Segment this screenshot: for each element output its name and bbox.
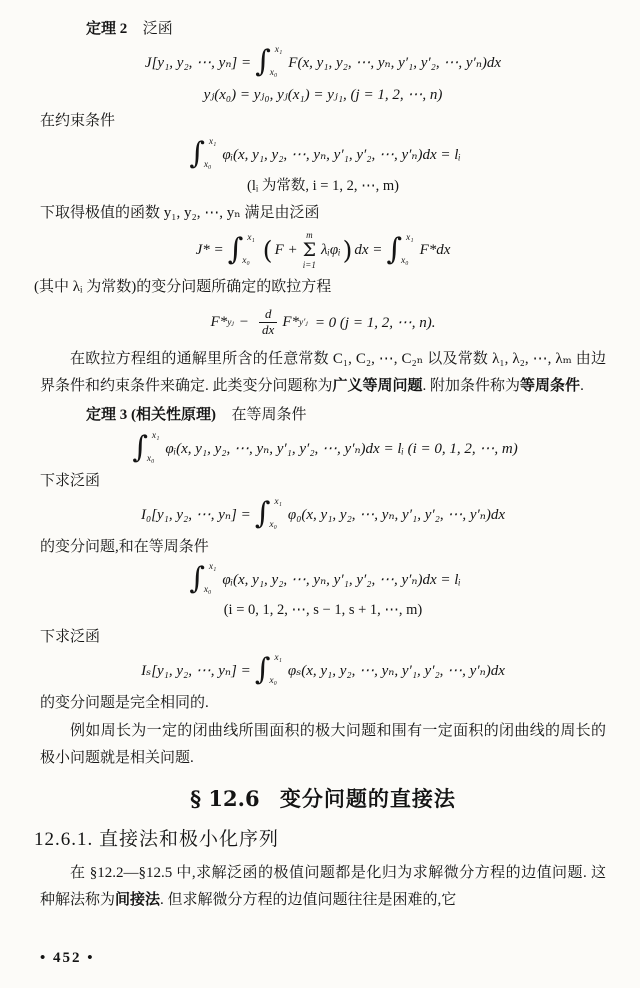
- euler-F1-subscript: yⱼ: [227, 317, 234, 328]
- euler-F2-subscript: y′ⱼ: [299, 317, 308, 328]
- integral-upper-limit: x₁: [274, 653, 282, 663]
- integral-with-limits: [255, 44, 286, 80]
- formula-Jstar-rhs: F*dx: [419, 241, 451, 258]
- section-number: § 12.6: [190, 786, 260, 811]
- integral-with-limits: [132, 430, 163, 466]
- integral-icon: ∫: [255, 44, 271, 79]
- integral-upper-limit: x₁: [247, 233, 255, 243]
- formula-J-star: [40, 226, 606, 274]
- integral-lower-limit: x₀: [146, 453, 155, 464]
- term-generalized-isoperimetric: 广义等周问题: [332, 378, 423, 394]
- formula-I0-lhs: I₀[y₁, y₂, ⋯, yₙ] =: [140, 506, 251, 523]
- integral-lower-limit: x₀: [242, 255, 250, 266]
- integral-lower-limit: x₀: [203, 159, 212, 170]
- euler-F1: F*: [210, 313, 228, 330]
- constraint-intro-text: 在约束条件: [40, 113, 116, 129]
- integral-upper-limit: x₁: [208, 137, 217, 147]
- integral-icon: ∫: [254, 652, 271, 687]
- integral-icon: ∫: [189, 136, 205, 171]
- paragraph-intro: [40, 860, 606, 914]
- euler-intro-text: (其中 λᵢ 为常数)的变分问题所确定的欧拉方程: [34, 279, 332, 295]
- sum-lower-limit: i=1: [302, 259, 316, 270]
- integral-icon: ∫: [189, 561, 205, 596]
- formula-Jstar-lhs: J* =: [195, 241, 224, 258]
- integral-icon: ∫: [227, 232, 244, 267]
- theorem3-heading: [86, 402, 606, 428]
- integral-with-limits: [189, 561, 220, 597]
- formula-I0-body: φ₀(x, y₁, y₂, ⋯, yₙ, y′₁, y′₂, ⋯, y′ₙ)dx: [287, 506, 506, 523]
- fraction-numerator: d: [264, 305, 272, 321]
- formula-isoperimetric-2-note: (i = 0, 1, 2, ⋯, s − 1, s + 1, ⋯, m): [223, 602, 423, 618]
- formula-constraint: [40, 134, 606, 174]
- integral-with-limits: [189, 136, 220, 172]
- formula-isoperimetric-2-body: φᵢ(x, y₁, y₂, ⋯, yₙ, y′₁, y′₂, ⋯, y′ₙ)dx = lᵢ: [222, 571, 461, 588]
- sum-upper-limit: m: [306, 229, 313, 240]
- theorem3-label: 定理 3 (相关性原理): [86, 407, 216, 423]
- term-isoperimetric-condition: 等周条件: [520, 378, 581, 394]
- theorem3-condition-text: 在等周条件: [231, 407, 307, 423]
- integral-lower-limit: x₀: [401, 255, 409, 266]
- formula-boundary-conditions: yⱼ(x₀) = yⱼ₀, yⱼ(x₁) = yⱼ₁, (j = 1, 2, ⋯, n): [203, 87, 443, 103]
- extremal-function-text: 下取得极值的函数 y₁, y₂, ⋯, yₙ 满足由泛函: [40, 205, 320, 221]
- formula-constraint-note: (lᵢ 为常数, i = 1, 2, ⋯, m): [247, 178, 399, 194]
- formula-Jstar-sum-body: λᵢφᵢ: [321, 241, 341, 258]
- euler-rhs: = 0 (j = 1, 2, ⋯, n).: [314, 314, 436, 331]
- summation-with-limits: [303, 231, 316, 270]
- integral-lower-limit: x₀: [269, 519, 277, 530]
- minus-sign: −: [238, 313, 250, 330]
- integral-with-limits: [228, 232, 259, 268]
- seek-functional-text-2: 下求泛函: [40, 629, 101, 645]
- paragraph-constants: [40, 346, 606, 400]
- formula-J-body: F(x, y₁, y₂, ⋯, yₙ, y′₁, y′₂, ⋯, y′ₙ)dx: [288, 54, 502, 71]
- integral-upper-limit: x₁: [151, 431, 160, 441]
- seek-functional-text-1: 下求泛函: [40, 473, 101, 489]
- page-number: • 452 •: [40, 950, 95, 966]
- formula-euler-equation: [40, 300, 606, 344]
- integral-with-limits: [386, 232, 417, 268]
- paragraph-constants-text: .: [580, 378, 584, 394]
- integral-upper-limit: x₁: [274, 497, 282, 507]
- paragraph-constants-text: 在欧拉方程组的通解里所含的任意常数 C₁, C₂, ⋯, C₂ₙ 以及常数 λ₁, λ₂, ⋯, λₘ 由边界条件和约束条件来确定. 此类变分问题称为: [40, 351, 606, 394]
- right-paren: ): [342, 235, 353, 265]
- formula-I0: [40, 494, 606, 534]
- paragraph-intro-text: 在 §12.2—§12.5 中,求解泛函的极值问题都是化归为求解微分方程的边值问题. 这种解法称为: [40, 865, 606, 908]
- formula-J-lhs: J[y₁, y₂, ⋯, yₙ] =: [144, 54, 252, 71]
- formula-constraint-body: φᵢ(x, y₁, y₂, ⋯, yₙ, y′₁, y′₂, ⋯, y′ₙ)dx = lᵢ: [222, 146, 461, 163]
- formula-isoperimetric-2: [40, 560, 606, 598]
- section-title: 变分问题的直接法: [279, 787, 456, 811]
- euler-F2: F*: [282, 313, 299, 330]
- integral-icon: ∫: [254, 496, 271, 531]
- formula-Is-lhs: Iₛ[y₁, y₂, ⋯, yₙ] =: [141, 662, 251, 679]
- theorem2-heading: [86, 16, 606, 42]
- theorem2-title: 泛函: [142, 21, 173, 37]
- integral-icon: ∫: [386, 232, 403, 267]
- sum-icon: Σ: [302, 238, 317, 261]
- fraction-denominator: dx: [259, 322, 277, 338]
- section-heading: [40, 784, 606, 814]
- formula-Jstar-mid: dx =: [354, 241, 383, 258]
- integral-lower-limit: x₀: [269, 675, 277, 686]
- paragraph-intro-text: . 但求解微分方程的边值问题往往是困难的,它: [160, 892, 457, 908]
- integral-with-limits: [255, 652, 286, 688]
- formula-Is: [40, 650, 606, 690]
- left-paren: (: [262, 235, 273, 265]
- derivative-fraction: [259, 307, 277, 338]
- variational-mid-text-1: 的变分问题,和在等周条件: [40, 539, 209, 555]
- integral-lower-limit: x₀: [269, 67, 278, 78]
- integral-with-limits: [255, 496, 286, 532]
- formula-isoperimetric-1-body: φᵢ(x, y₁, y₂, ⋯, yₙ, y′₁, y′₂, ⋯, y′ₙ)dx = lᵢ (i = 0, 1, 2, ⋯, m): [165, 440, 518, 457]
- theorem2-label: 定理 2: [86, 21, 128, 37]
- integral-upper-limit: x₁: [274, 45, 283, 55]
- integral-lower-limit: x₀: [203, 584, 212, 595]
- formula-isoperimetric-1: [40, 428, 606, 468]
- integral-upper-limit: x₁: [208, 562, 217, 572]
- integral-upper-limit: x₁: [406, 233, 414, 243]
- integral-icon: ∫: [132, 430, 148, 465]
- formula-Is-body: φₛ(x, y₁, y₂, ⋯, yₙ, y′₁, y′₂, ⋯, y′ₙ)dx: [287, 662, 505, 679]
- formula-Jstar-F-plus: F +: [274, 241, 298, 258]
- term-indirect-method: 间接法: [115, 892, 161, 908]
- subsection-heading: 12.6.1. 直接法和极小化序列: [34, 829, 280, 850]
- paragraph-constants-text: . 附加条件称为: [422, 378, 521, 394]
- formula-functional-J: [40, 42, 606, 82]
- paragraph-example: 例如周长为一定的闭曲线所围面积的极大问题和围有一定面积的闭曲线的周长的极小问题就是相关问题.: [40, 723, 606, 766]
- variational-mid-text-2: 的变分问题是完全相同的.: [40, 695, 209, 711]
